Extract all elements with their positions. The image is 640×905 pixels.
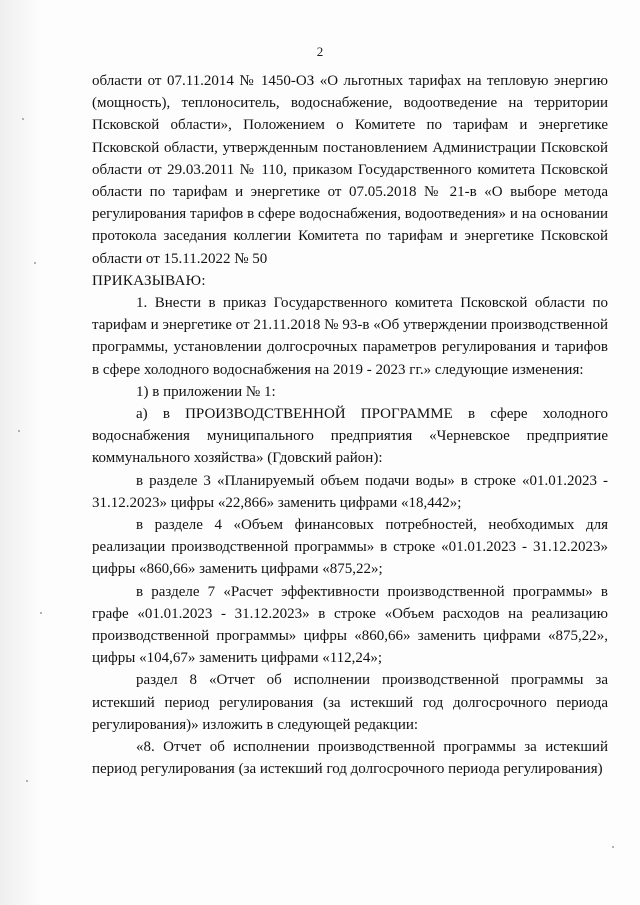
scan-speck — [26, 780, 28, 782]
scan-speck — [18, 430, 20, 432]
scan-speck — [40, 612, 42, 614]
paragraph-section-7: в разделе 7 «Расчет эффективности производственной программы» в графе «01.01.2023 - 31.12.2023» в строке «Объем расходов на реализацию производственной программы» цифры «860,66» заменить цифрами «875,22», цифры «104,67» заменить цифрами «112,24»; — [92, 583, 608, 667]
paragraph-section-3: в разделе 3 «Планируемый объем подачи воды» в строке «01.01.2023 - 31.12.2023» цифры «22,866» заменить цифрами «18,442»; — [92, 472, 608, 511]
document-body — [92, 70, 608, 781]
paragraph-section-8: раздел 8 «Отчет об исполнении производственной программы за истекший период регулирования (за истекший год долгосрочного периода регулирования)» изложить в следующей редакции: — [92, 672, 608, 733]
order-heading: ПРИКАЗЫВАЮ: — [92, 272, 206, 289]
scan-speck — [22, 118, 24, 120]
paragraph-legal-basis: области от 07.11.2014 № 1450-ОЗ «О льготных тарифах на тепловую энергию (мощность), теплоноситель, водоснабжение, водоотведение на территории Псковской области», Положением о Комитете по тарифам и энергетике Псковской области, утвержденным постановлением Администрации Псковской области от 29.03.2011 № 110, приказом Государственного комитета Псковской области по тарифам и энергетике от 07.05.2018 № 21-в «О выборе метода регулирования тарифов в сфере водоснабжения, водоотведения» и на основании протокола заседания коллегии Комитета по тарифам и энергетике Псковской области от 15.11.2022 № 50 — [92, 73, 608, 267]
page-number: 2 — [316, 44, 324, 59]
paragraph-item-1: 1. Внести в приказ Государственного комитета Псковской области по тарифам и энергетике от 21.11.2018 № 93-в «Об утверждении производственной программы, установлении долгосрочных параметров регулирования и тарифов в сфере холодного водоснабжения на 2019 - 2023 гг.» следующие изменения: — [92, 295, 608, 378]
scan-speck — [612, 846, 614, 848]
scan-shadow — [0, 0, 60, 905]
paragraph-section-8-title: «8. Отчет об исполнении производственной программы за истекший период регулирования (за истекший год долгосрочного периода регулирования) — [92, 739, 608, 778]
paragraph-subitem-a: а) в ПРОИЗВОДСТВЕННОЙ ПРОГРАММЕ в сфере холодного водоснабжения муниципального предприятия «Черневское предприятие коммунального хозяйства» (Гдовский район): — [92, 406, 608, 467]
paragraph-section-4: в разделе 4 «Объем финансовых потребностей, необходимых для реализации производственной программы» в строке «01.01.2023 - 31.12.2023» цифры «860,66» заменить цифрами «875,22»; — [92, 517, 608, 578]
paragraph-appendix-1: 1) в приложении № 1: — [136, 383, 276, 400]
scan-speck — [34, 262, 36, 264]
